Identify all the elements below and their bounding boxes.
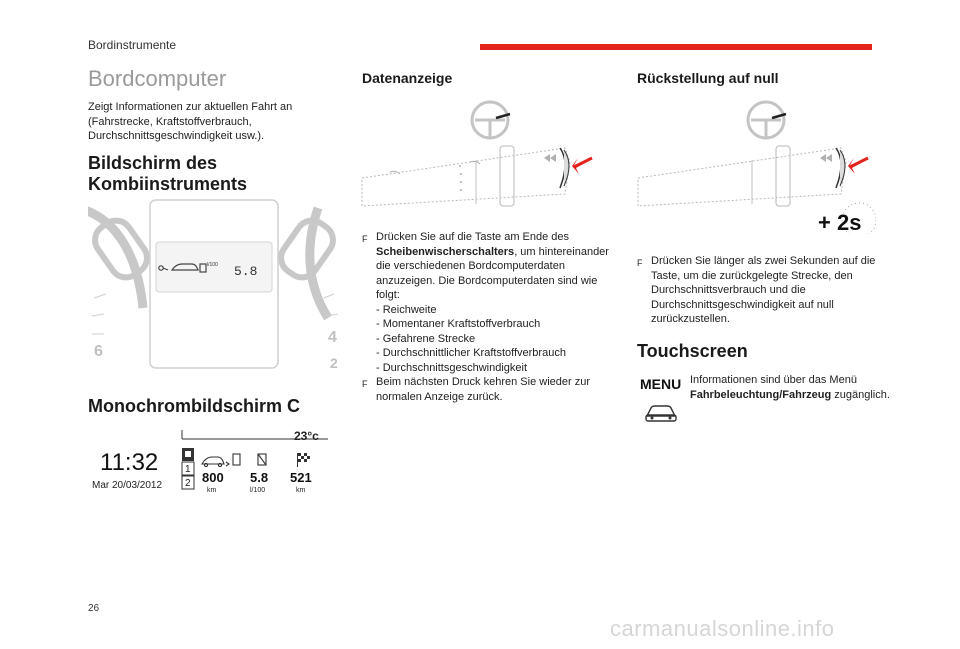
mono-range-unit: km [207,487,217,494]
reset-stalk-illustration [636,96,876,234]
mono-heading: Monochrombildschirm C [88,396,301,416]
touch-bold-text: Fahrbeleuchtung/Fahrzeug [690,388,832,401]
bullet-marker: F [362,379,368,389]
monochrome-display-illustration [88,426,330,498]
header-accent-bar [480,44,872,50]
mono-tab-1: 1 [185,464,191,475]
mono-consumption-value: 5.8 [250,470,269,485]
bullet-marker: F [362,234,368,244]
bullet-reset-text: Drücken Sie länger als zwei Sekunden auf die Taste, um die zurückgelegte Strecke, den Durchschnittsverbrauch und die Durchschnittsgeschwindigkeit auf null zurückzustellen. [651,255,876,325]
touchscreen-text [690,373,890,402]
touch-tail-text: zugänglich. [831,388,890,401]
bullet-lead-text: Drücken Sie auf die Taste am Ende des [376,231,570,243]
car-icon [644,402,678,424]
bullet-reset [637,254,889,327]
bullet-tail-text: , um hintereinander die verschiedenen Bordcomputerdaten anzuzeigen. Die Bordcomputerdaten sind wie folgt: [376,245,609,301]
wiper-stalk-illustration [360,96,600,222]
list-item: - Durchschnittsgeschwindigkeit [376,361,618,376]
instrument-cluster-illustration [88,198,340,370]
list-item: - Durchschnittlicher Kraftstoffverbrauch [376,346,618,361]
intro-text: Zeigt Informationen zur aktuellen Fahrt an (Fahrstrecke, Kraftstoffverbrauch, Durchschnittsgeschwindigkeit usw.). [88,101,293,142]
gauge-number-left: 6 [94,343,103,360]
bullet-marker: F [637,258,643,268]
list-item: - Gefahrene Strecke [376,332,618,347]
gauge-number-right-b: 2 [330,355,338,370]
reset-heading: Rückstellung auf null [637,70,779,86]
reset-text [637,254,889,327]
list-item: - Reichweite [376,303,618,318]
menu-label: MENU [640,376,682,392]
touch-lead-text: Informationen sind über das Menü [690,374,857,386]
data-display-heading: Datenanzeige [362,70,453,86]
watermark: carmanualsonline.info [610,616,835,641]
cluster-value-label: 5.8 [234,264,258,279]
page-title: Bordcomputer [88,66,227,91]
section-label: Bordinstrumente [88,38,177,52]
mono-clock: 11:32 [100,449,159,476]
bullet-next-text: Beim nächsten Druck kehren Sie wieder zur normalen Anzeige zurück. [376,376,590,403]
mono-temperature: 23°c [294,429,319,443]
mono-range-value: 800 [202,470,224,485]
data-item-list [376,303,618,376]
touchscreen-heading: Touchscreen [637,341,748,361]
mono-date: Mar 20/03/2012 [92,480,163,491]
press-duration-label: + 2s [818,210,862,234]
list-item: - Momentaner Kraftstoffverbrauch [376,317,618,332]
mono-distance-value: 521 [290,470,312,485]
bullet-press-button [362,230,618,375]
page-number: 26 [88,603,100,614]
mono-tab-2: 2 [185,478,191,489]
bullet-next-press [362,375,618,404]
data-display-text [362,230,618,404]
gauge-number-right-a: 4 [328,329,337,346]
bullet-bold-text: Scheibenwischerschalters [376,245,515,258]
mono-consumption-unit: l/100 [250,487,266,494]
cluster-unit-label: l/100 [207,262,218,268]
cluster-heading: Bildschirm des Kombiinstruments [88,153,248,194]
mono-distance-unit: km [296,487,306,494]
